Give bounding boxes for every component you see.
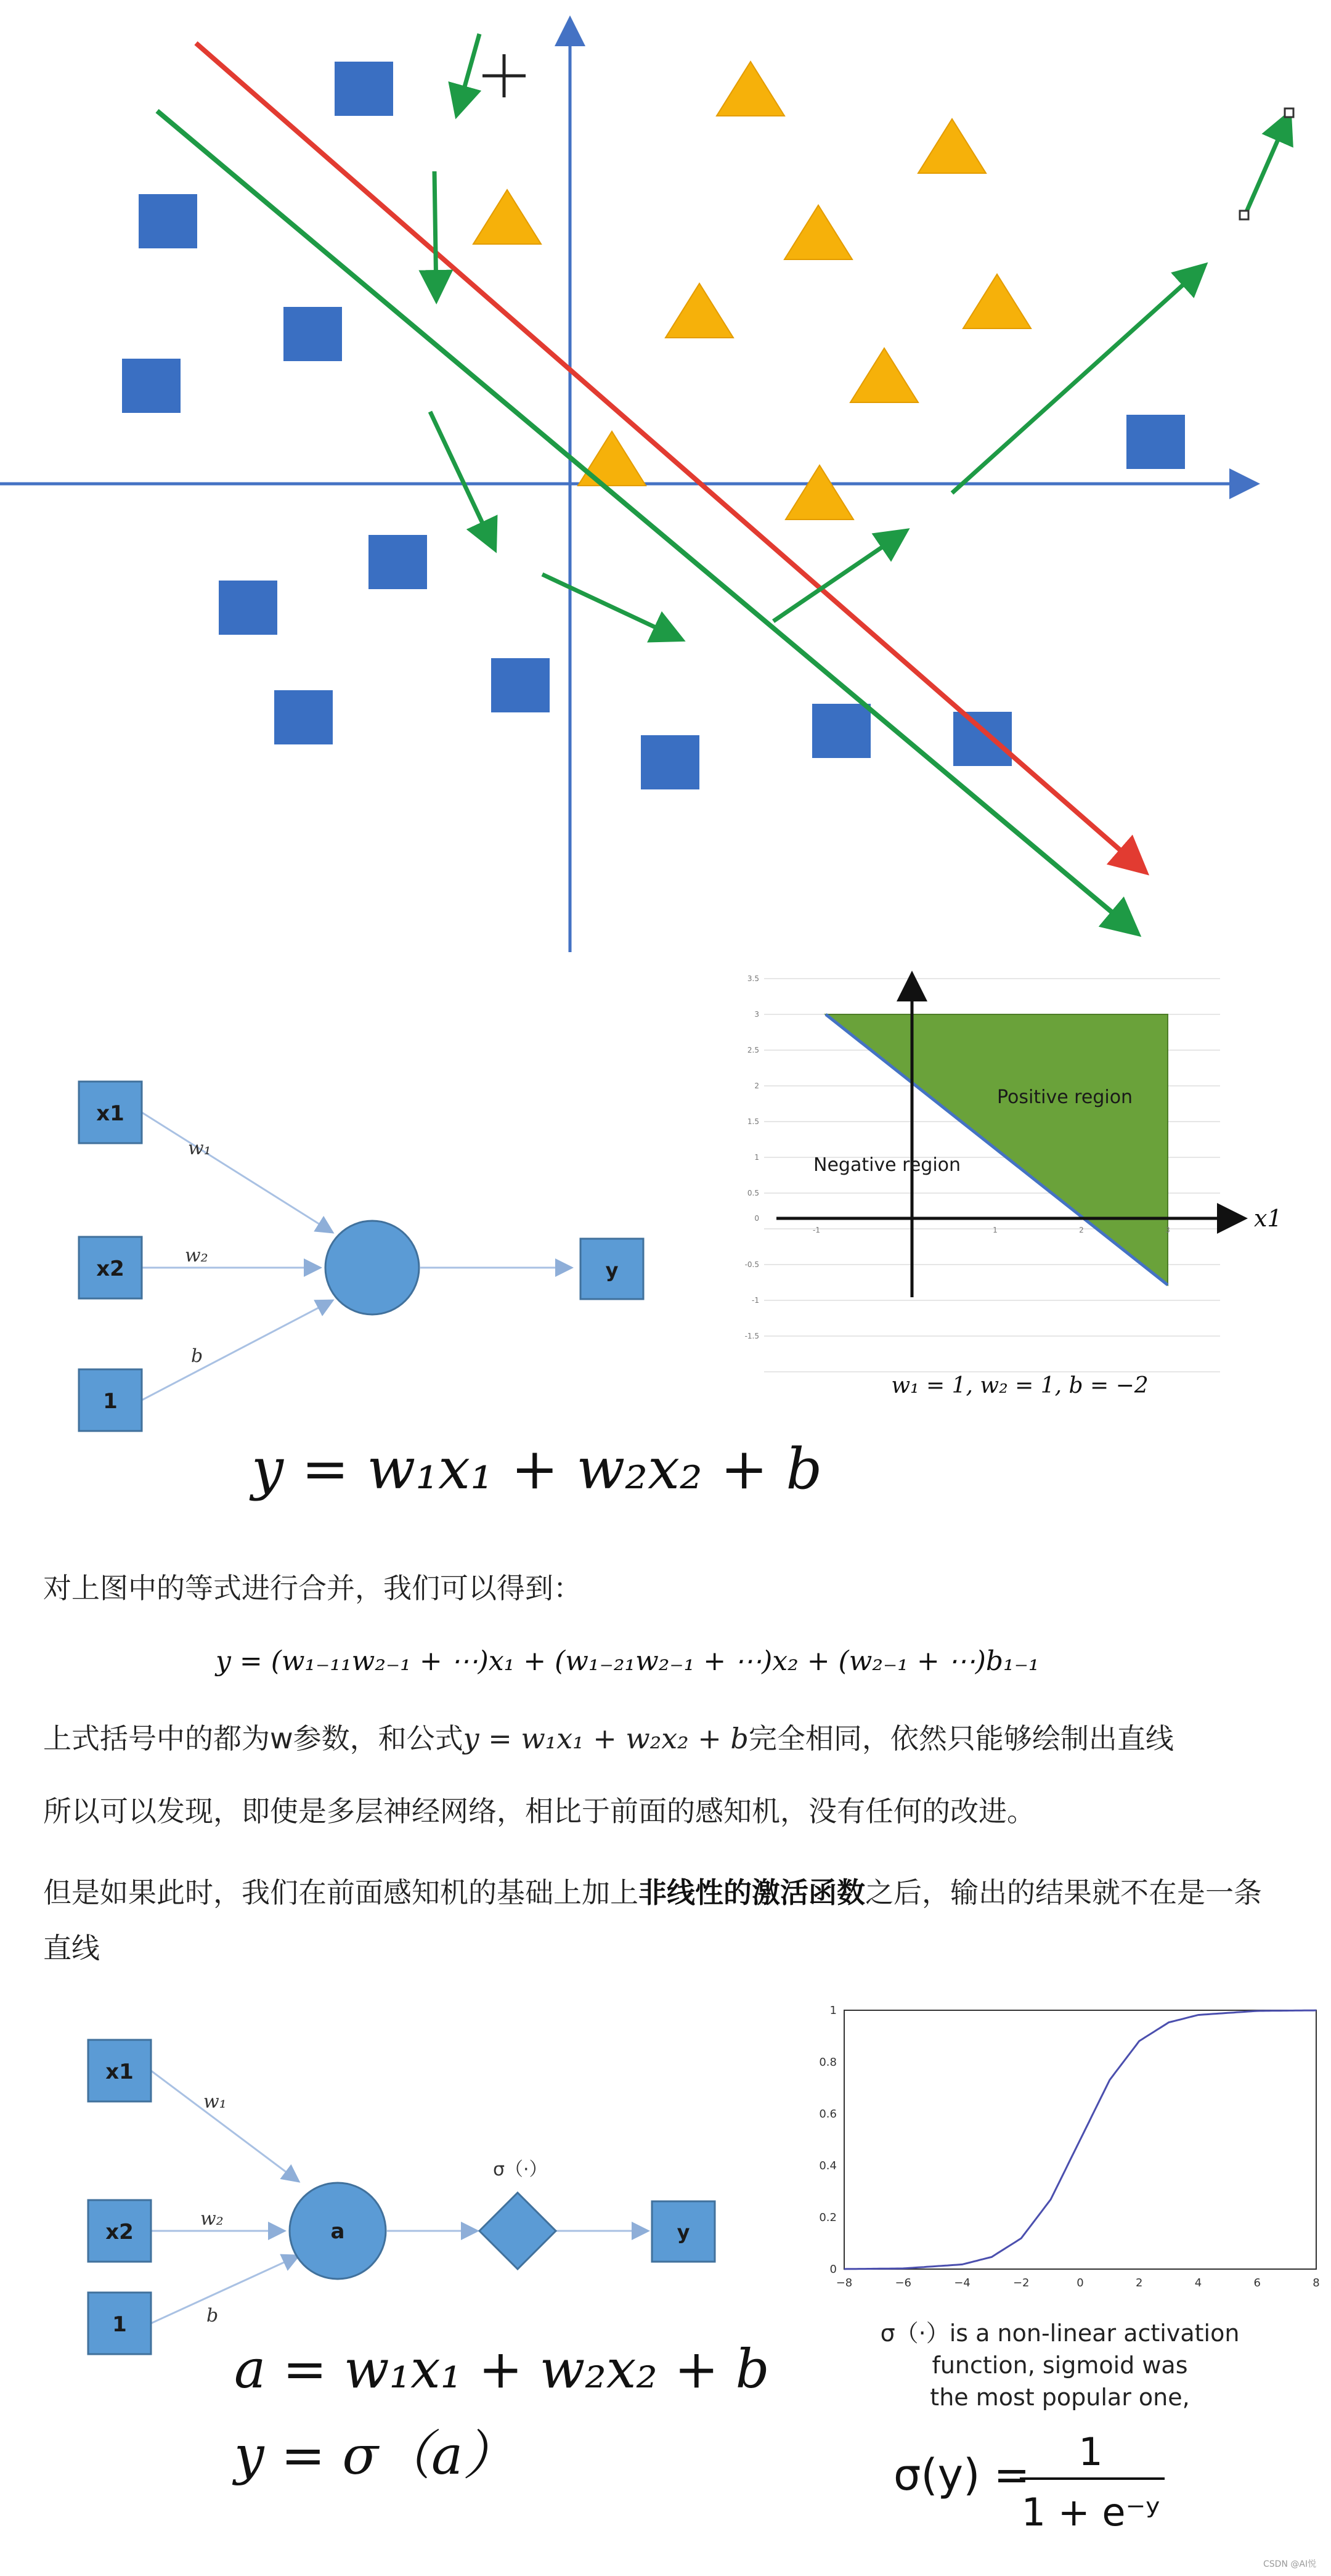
square-icon bbox=[368, 535, 427, 589]
svg-text:x2: x2 bbox=[96, 1257, 124, 1281]
square-icon bbox=[953, 712, 1012, 766]
square-icon bbox=[219, 581, 277, 635]
triangle-icon bbox=[717, 62, 784, 116]
x-tick-label: 6 bbox=[1253, 2276, 1261, 2289]
square-icon bbox=[491, 658, 550, 712]
svg-text:2: 2 bbox=[754, 1082, 759, 1090]
x-tick-label: −6 bbox=[895, 2276, 912, 2289]
weight-w2: w₂ bbox=[200, 2208, 224, 2230]
y-tick-label: 0.8 bbox=[819, 2056, 837, 2069]
y-tick-label: 0.4 bbox=[819, 2159, 837, 2172]
svg-text:2: 2 bbox=[1079, 1226, 1084, 1234]
x-axis-label: x1 bbox=[1254, 1205, 1282, 1232]
y-tick-label: 0 bbox=[829, 2263, 837, 2276]
merged-formula: y = (w₁₋₁₁w₂₋₁ + ⋯)x₁ + (w₁₋₂₁w₂₋₁ + ⋯)x₂ + (w₂₋₁ + ⋯)b₁₋₁ bbox=[216, 1645, 1040, 1677]
svg-text:-1.5: -1.5 bbox=[744, 1332, 759, 1340]
sigmoid-chart bbox=[801, 1997, 1331, 2293]
x-tick-label: 0 bbox=[1077, 2276, 1084, 2289]
y-tick-label: 0.2 bbox=[819, 2211, 837, 2224]
svg-text:1: 1 bbox=[993, 1226, 998, 1234]
svg-text:2.5: 2.5 bbox=[747, 1046, 759, 1054]
input-node-x1 bbox=[88, 2040, 151, 2101]
svg-text:y: y bbox=[677, 2220, 690, 2244]
svg-text:1: 1 bbox=[112, 2312, 127, 2337]
paragraph-nonlinear: 但是如果此时，我们在前面感知机的基础上加上非线性的激活函数之后，输出的结果就不在是一条 直线 bbox=[43, 1876, 1262, 1965]
square-icon bbox=[122, 359, 181, 413]
svg-text:1: 1 bbox=[1078, 2429, 1103, 2474]
svg-text:x1: x1 bbox=[96, 1101, 124, 1126]
neuron-node bbox=[325, 1221, 419, 1314]
svg-text:0: 0 bbox=[754, 1214, 759, 1223]
bias-node bbox=[88, 2293, 151, 2354]
sigmoid-formula bbox=[881, 2422, 1214, 2539]
x-tick-labels bbox=[836, 2276, 1320, 2289]
svg-text:y: y bbox=[605, 1258, 619, 1282]
activation-network-diagram bbox=[0, 1997, 770, 2576]
square-icon bbox=[274, 690, 333, 744]
positive-region-label: Positive region bbox=[997, 1086, 1133, 1108]
triangle-icon bbox=[784, 205, 852, 259]
region-caption: w₁ = 1, w₂ = 1, b = −2 bbox=[891, 1373, 1149, 1398]
weight-w2: w₂ bbox=[185, 1245, 208, 1266]
x-tick-label: −8 bbox=[836, 2276, 853, 2289]
x-tick-label: 4 bbox=[1194, 2276, 1202, 2289]
svg-text:σ(y) =: σ(y) = bbox=[893, 2450, 1030, 2500]
svg-text:-1: -1 bbox=[813, 1226, 820, 1234]
y-tick-labels bbox=[819, 2004, 837, 2276]
watermark: CSDN @AI悦 bbox=[1263, 2559, 1317, 2569]
svg-text:1 + e⁻ʸ: 1 + e⁻ʸ bbox=[1021, 2490, 1160, 2535]
cursor-icon bbox=[1240, 211, 1248, 219]
svg-text:1: 1 bbox=[103, 1389, 118, 1414]
output-node-y bbox=[652, 2201, 715, 2262]
square-icon bbox=[283, 307, 342, 361]
hidden-node-a bbox=[290, 2183, 386, 2279]
square-icon bbox=[139, 194, 197, 248]
svg-text:3: 3 bbox=[754, 1010, 759, 1019]
svg-text:-0.5: -0.5 bbox=[744, 1260, 759, 1269]
triangle-points bbox=[473, 62, 1031, 520]
input-node-x2 bbox=[79, 1237, 142, 1298]
negative-region-label: Negative region bbox=[813, 1154, 961, 1176]
svg-text:a: a bbox=[330, 2219, 345, 2244]
triangle-icon bbox=[786, 465, 853, 520]
svg-text:3.5: 3.5 bbox=[747, 974, 759, 983]
sigma-label: σ（·） bbox=[493, 2159, 548, 2180]
square-icon bbox=[812, 704, 871, 758]
weight-w1: w₁ bbox=[188, 1138, 211, 1159]
x-tick-label: 2 bbox=[1136, 2276, 1143, 2289]
svg-text:1: 1 bbox=[754, 1153, 759, 1162]
paragraph-w-params: 上式括号中的都为w参数，和公式y = w₁x₁ + w₂x₂ + b完全相同，依然只能够绘制出直线 bbox=[43, 1722, 1174, 1755]
weight-b: b bbox=[206, 2305, 219, 2326]
square-icon bbox=[1126, 415, 1185, 469]
y-tick-label: 1 bbox=[829, 2004, 837, 2017]
cursor-icon bbox=[1285, 108, 1293, 117]
gradient-arrows bbox=[430, 34, 1288, 638]
activation-diamond bbox=[479, 2193, 556, 2269]
green-decision-line bbox=[157, 111, 1134, 931]
x-tick-label: 8 bbox=[1313, 2276, 1320, 2289]
triangle-icon bbox=[918, 119, 986, 173]
classification-figure bbox=[0, 0, 1331, 961]
svg-text:0.5: 0.5 bbox=[747, 1189, 759, 1197]
triangle-icon bbox=[666, 283, 733, 338]
y-tick-label: 0.6 bbox=[819, 2108, 837, 2121]
triangle-icon bbox=[473, 190, 541, 244]
svg-text:x2: x2 bbox=[105, 2220, 134, 2244]
svg-text:3: 3 bbox=[1165, 1226, 1170, 1234]
triangle-icon bbox=[850, 348, 918, 402]
perceptron-equation: y = w₁x₁ + w₂x₂ + b bbox=[251, 1436, 823, 1502]
input-node-x2 bbox=[88, 2200, 151, 2262]
weight-w1: w₁ bbox=[203, 2091, 227, 2113]
square-icon bbox=[641, 735, 699, 789]
decision-region-plot bbox=[709, 961, 1331, 1442]
x-tick-label: −4 bbox=[954, 2276, 971, 2289]
svg-text:-1: -1 bbox=[752, 1296, 759, 1305]
triangle-icon bbox=[578, 431, 646, 486]
svg-text:x1: x1 bbox=[105, 2060, 134, 2084]
svg-text:1.5: 1.5 bbox=[747, 1117, 759, 1126]
crosshair-icon bbox=[482, 54, 526, 97]
weight-b: b bbox=[191, 1345, 203, 1367]
paragraph-merge: 对上图中的等式进行合并，我们可以得到： bbox=[43, 1571, 582, 1605]
activation-equation-a: a = w₁x₁ + w₂x₂ + b bbox=[234, 2339, 770, 2400]
square-icon bbox=[335, 62, 393, 116]
activation-equation-y: y = σ（a） bbox=[234, 2425, 516, 2487]
triangle-icon bbox=[963, 274, 1031, 328]
y-tick-labels bbox=[745, 974, 759, 1340]
paragraph-no-improvement: 所以可以发现，即使是多层神经网络，相比于前面的感知机，没有任何的改进。 bbox=[43, 1795, 1035, 1828]
x-tick-label: −2 bbox=[1012, 2276, 1030, 2289]
input-node-x1 bbox=[79, 1082, 142, 1143]
bias-node bbox=[79, 1369, 142, 1431]
output-node-y bbox=[580, 1239, 643, 1299]
sigmoid-caption: σ（·）is a non-linear activation function, sigmoid was the most popular one, bbox=[880, 2320, 1240, 2411]
